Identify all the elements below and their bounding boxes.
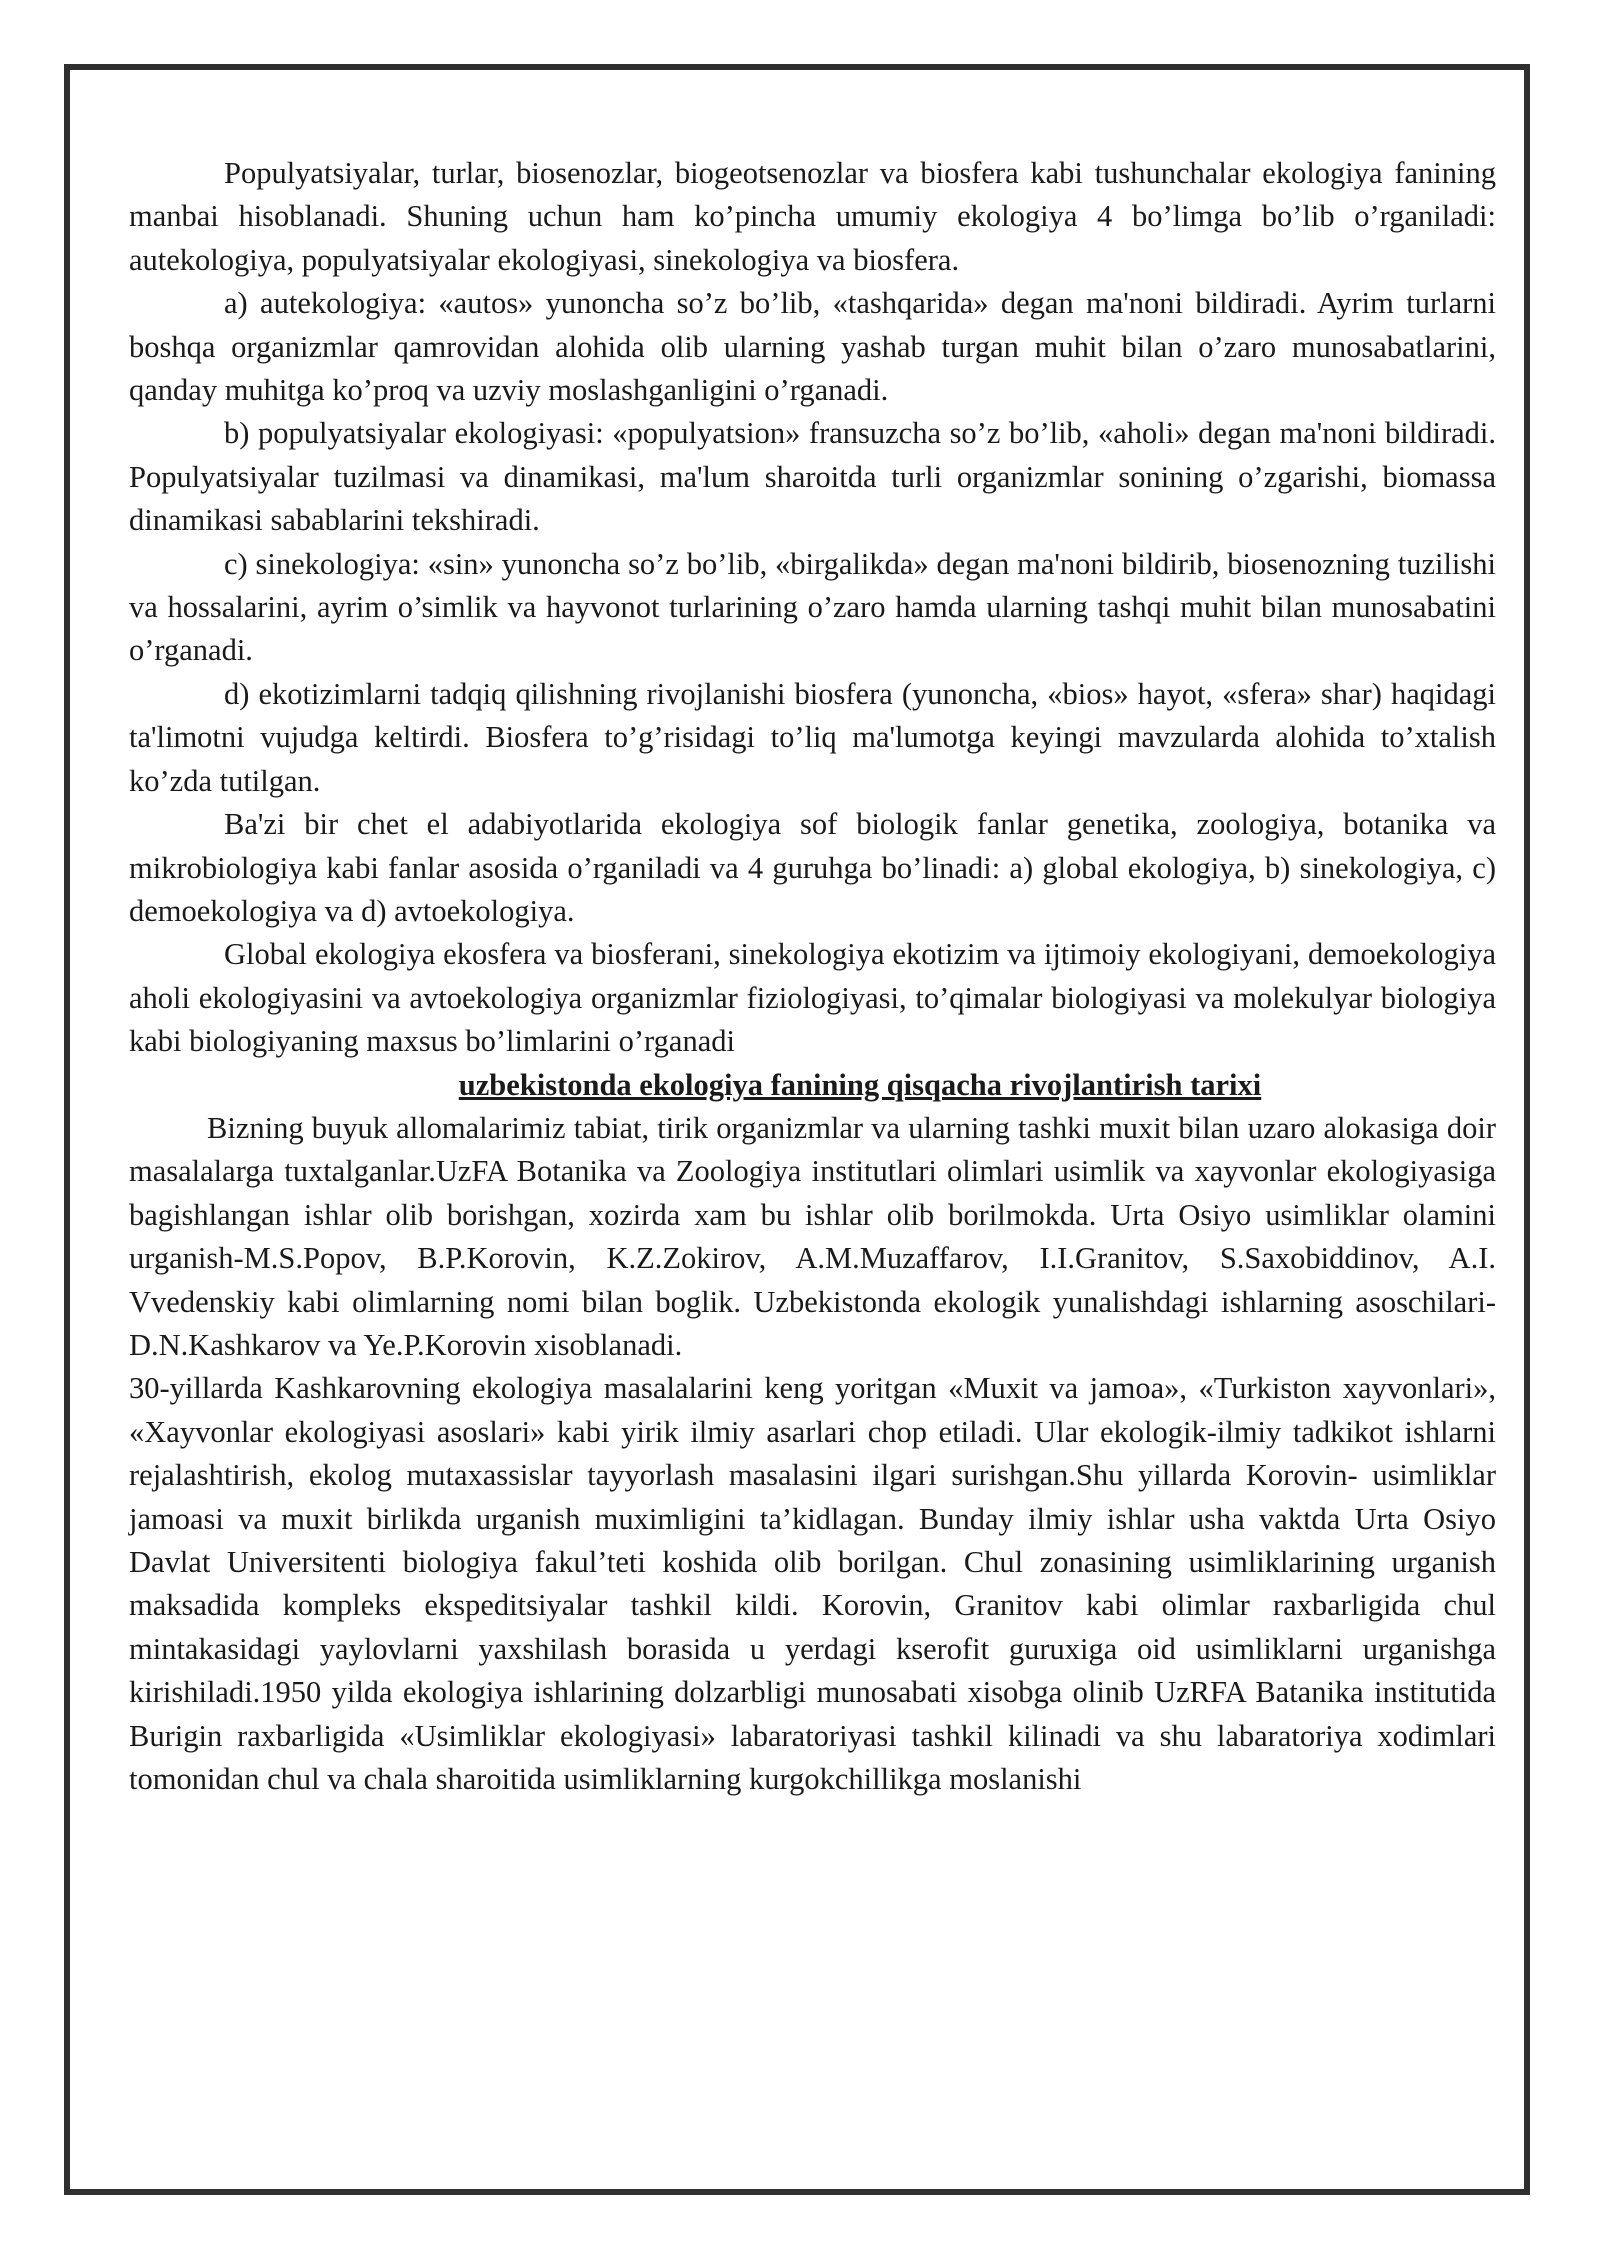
paragraph-global-ekologiya: Global ekologiya ekosfera va biosferani, sinekologiya ekotizim va ijtimoiy ekologiyani, demoekologiya aholi ekologiyasini va avtoekologiya organizmlar fiziologiyasi, to’qimalar biologiyasi va molekulyar biologiya kabi biologiyaning maxsus bo’limlarini o’rganadi	[129, 937, 1496, 1059]
paragraph-foreign-literature: Ba'zi bir chet el adabiyotlarida ekologiya sof biologik fanlar genetika, zoologiya, botanika va mikrobiologiya kabi fanlar asosida o’rganiladi va 4 guruhga bo’linadi: a) global ekologiya, b) sinekologiya, c) demoekologiya va d) avtoekologiya.	[129, 807, 1496, 928]
document-body	[129, 152, 1496, 1801]
paragraph-autekologiya: a) autekologiya: «autos» yunoncha so’z bo’lib, «tashqarida» degan ma'noni bildiradi. Ayrim turlarni boshqa organizmlar qamrovidan alohida olib ularning yashab turgan muhit bilan o’zaro munosabatlarini, qanday muhitga ko’proq va uzviy moslashganligini o’rganadi.	[129, 286, 1496, 408]
paragraph-intro: Populyatsiyalar, turlar, biosenozlar, biogeotsenozlar va biosfera kabi tushunchalar ekologiya fanining manbai hisoblanadi. Shuning uchun ham ko’pincha umumiy ekologiya 4 bo’limga bo’lib o’rganiladi: autekologiya, populyatsiyalar ekologiyasi, sinekologiya va biosfera.	[129, 156, 1496, 277]
paragraph-history-1: Bizning buyuk allomalarimiz tabiat, tirik organizmlar va ularning tashki muxit bilan uzaro alokasiga doir masalalarga tuxtalganlar.UzFA Botanika va Zoologiya institutlari olimlari usimlik va xayvonlar ekologiyasiga bagishlangan ishlar olib borishgan, xozirda xam bu ishlar olib borilmokda. Urta Osiyo usimliklar olamini urganish-M.S.Popov, B.P.Korovin, K.Z.Zokirov, A.M.Muzaffarov, I.I.Granitov, S.Saxobiddinov, A.I. Vvedenskiy kabi olimlarning nomi bilan boglik. Uzbekistonda ekologik yunalishdagi ishlarning asoschilari-D.N.Kashkarov va Ye.P.Korovin xisoblanadi.	[129, 1110, 1496, 1362]
paragraph-history-2: 30-yillarda Kashkarovning ekologiya masalalarini keng yoritgan «Muxit va jamoa», «Turkiston xayvonlari», «Xayvonlar ekologiyasi asoslari» kabi yirik ilmiy asarlari chop etiladi. Ular ekologik-ilmiy tadkikot ishlarni rejalashtirish, ekolog mutaxassislar tayyorlash masalasini ilgari surishgan.Shu yillarda Korovin- usimliklar jamoasi va muxit birlikda urganish muximligini ta’kidlagan. Bunday ilmiy ishlar usha vaktda Urta Osiyo Davlat Universitenti biologiya fakul’teti koshida olib borilgan. Chul zonasining usimliklarining urganish maksadida kompleks ekspeditsiyalar tashkil kildi. Korovin, Granitov kabi olimlar raxbarligida chul mintakasidagi yaylovlarni yaxshilash borasida u yerdagi kserofit guruxiga oid usimliklarni urganishga kirishiladi.1950 yilda ekologiya ishlarining dolzarbligi munosabati xisobga olinib UzRFA Batanika institutida Burigin raxbarligida «Usimliklar ekologiyasi» labaratoriyasi tashkil kilinadi va shu labaratoriya xodimlari tomonidan chul va chala sharoitida usimliklarning kurgokchillikga moslanishi	[129, 1371, 1496, 1797]
paragraph-sinekologiya: c) sinekologiya: «sin» yunoncha so’z bo’lib, «birgalikda» degan ma'noni bildirib, biosenozning tuzilishi va hossalarini, ayrim o’simlik va hayvonot turlarining o’zaro hamda ularning tashqi muhit bilan munosabatini o’rganadi.	[129, 546, 1496, 668]
paragraph-biosfera: d) ekotizimlarni tadqiq qilishning rivojlanishi biosfera (yunoncha, «bios» hayot, «sfera» shar) haqidagi ta'limotni vujudga keltirdi. Biosfera to’g’risidagi to’liq ma'lumotga keyingi mavzularda alohida to’xtalish ko’zda tutilgan.	[129, 676, 1496, 798]
section-heading: uzbekistonda ekologiya fanining qisqacha rivojlantirish tarixi	[458, 1067, 1262, 1102]
paragraph-populyatsiyalar: b) populyatsiyalar ekologiyasi: «populyatsion» fransuzcha so’z bo’lib, «aholi» degan ma'noni bildiradi. Populyatsiyalar tuzilmasi va dinamikasi, ma'lum sharoitda turli organizmlar sonining o’zgarishi, biomassa dinamikasi sabablarini tekshiradi.	[129, 416, 1496, 538]
